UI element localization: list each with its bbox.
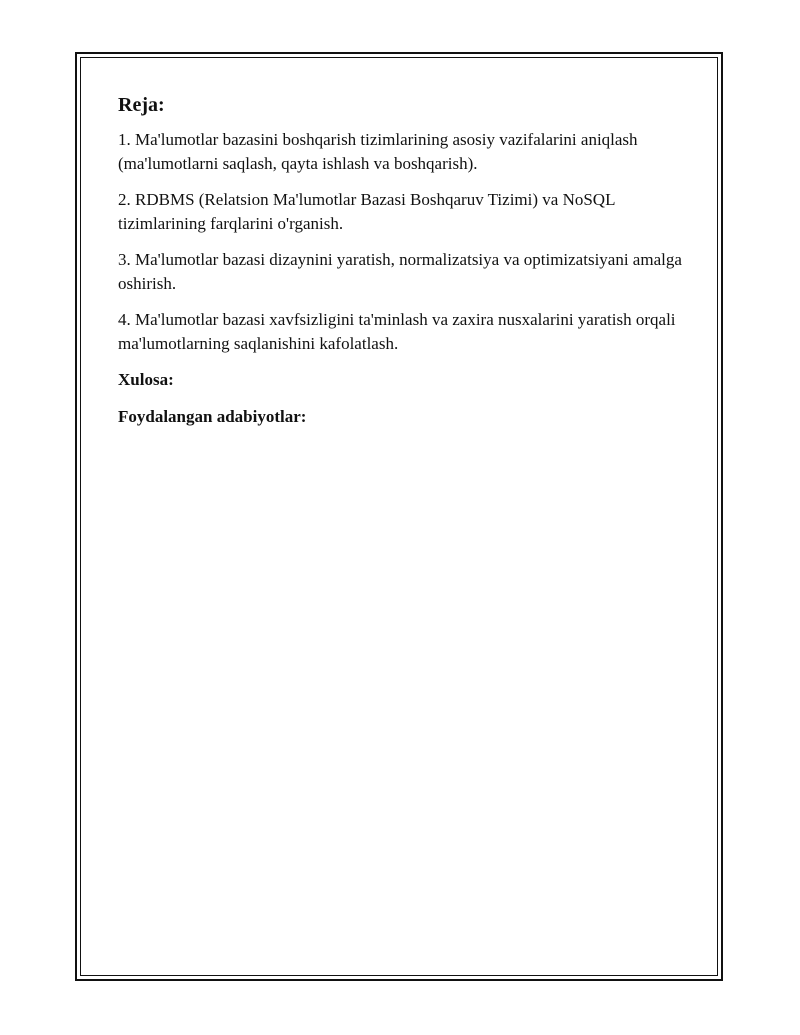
plan-item-2: 2. RDBMS (Relatsion Ma'lumotlar Bazasi Boshqaruv Tizimi) va NoSQL tizimlarining farqlarini o'rganish. bbox=[118, 190, 615, 233]
references-heading: Foydalangan adabiyotlar: bbox=[118, 407, 307, 426]
plan-item-3: 3. Ma'lumotlar bazasi dizaynini yaratish, normalizatsiya va optimizatsiyani amalga oshirish. bbox=[118, 250, 682, 293]
plan-item-1: 1. Ma'lumotlar bazasini boshqarish tizimlarining asosiy vazifalarini aniqlash (ma'lumotlarni saqlash, qayta ishlash va boshqarish). bbox=[118, 130, 638, 173]
plan-heading: Reja: bbox=[118, 94, 165, 116]
plan-item-4: 4. Ma'lumotlar bazasi xavfsizligini ta'minlash va zaxira nusxalarini yaratish orqali ma'lumotlarning saqlanishini kafolatlash. bbox=[118, 310, 676, 353]
conclusion-heading: Xulosa: bbox=[118, 370, 174, 389]
document-content bbox=[118, 92, 693, 442]
